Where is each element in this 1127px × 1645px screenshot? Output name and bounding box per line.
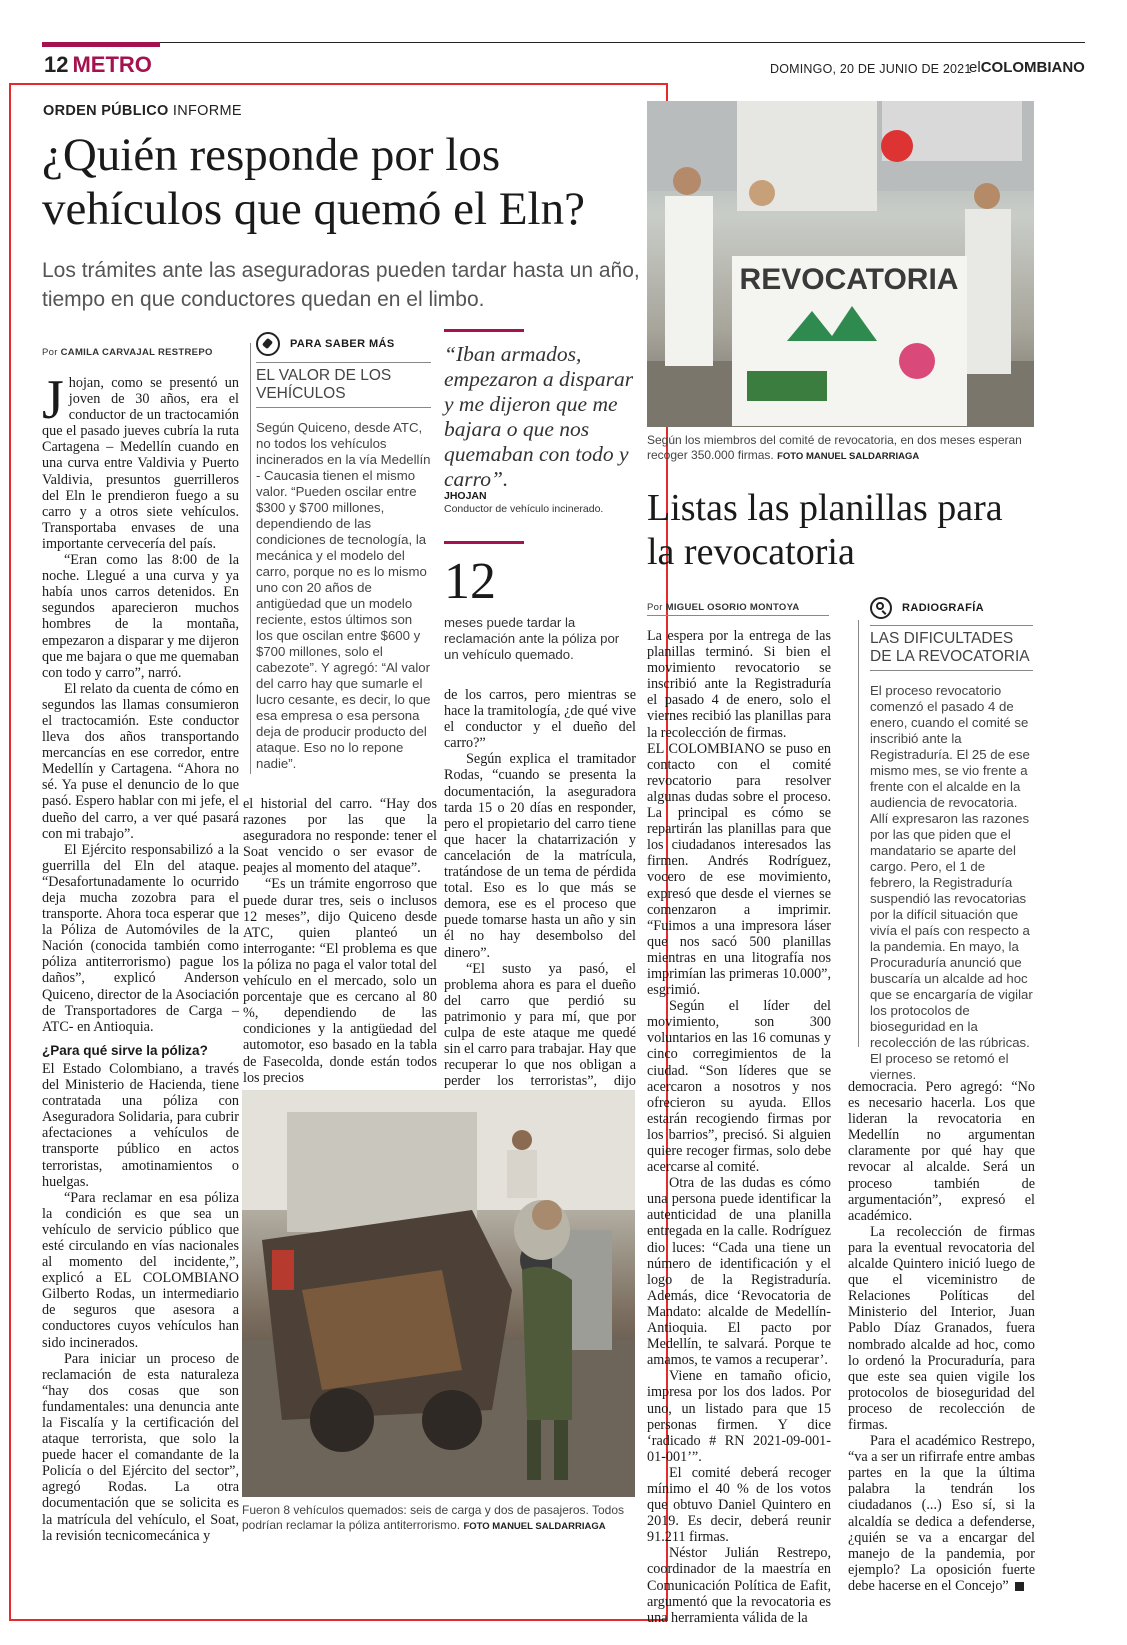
body-paragraph: El Ejército responsabilizó a la guerrilla del Eln del ataque. “Desafortunadamente lo ocurrido deja mucha zozobra para el transporte. Ahora toca esperar que la Póliza de Automóviles de la Nación (conocida también como póliza antiterrorismo) pague los daños”, explicó Anderson Quiceno, director de la Asociación de Transportadores de Carga – ATC- en Antioquia. — [42, 841, 239, 1035]
quote-role: Conductor de vehículo incinerado. — [444, 503, 604, 515]
kicker-section: ORDEN PÚBLICO — [43, 103, 169, 119]
sidebar-text — [870, 683, 1033, 1083]
caption-text: Fueron 8 vehículos quemados: seis de carga y dos de pasajeros. Todos podrían reclamar la póliza antiterrorismo. — [242, 1503, 625, 1532]
newspaper-brand — [969, 59, 1085, 76]
body-paragraph: El relato da cuenta de cómo en segundos las llamas consumieron el tractocamión. Este conductor lleva dos años transportando mercancías en ese corredor, entre Medellín y Cartagena. “Ahora no sé. Ya puse el denuncio de lo que pasó. Espero hablar con mi jefe, el dueño del carro, a ver qué pasará con mi trabajo”. — [42, 680, 239, 842]
header-rule — [42, 42, 1085, 43]
body-paragraph: EL COLOMBIANO se puso en contacto con el comité revocatorio para resolver algunas dudas sobre el proceso. La principal es cómo se repartirán las planillas para que los ciudadanos interesados las firmen. Andrés Rodríguez, vocero de ese movimiento, expresó que desde el viernes se comenzaron a imprimir. “Fuimos a una impresora láser que nos sacó 500 planillas mientras en una litografía nos imprimían las primeras 10.000”, esgrimió. — [647, 740, 832, 999]
photo-illustration — [242, 1090, 635, 1497]
credit-label: FOTO — [777, 451, 804, 462]
byline-author: CAMILA CARVAJAL RESTREPO — [60, 347, 213, 358]
credit-name: MANUEL SALDARRIAGA — [805, 451, 920, 462]
article-byline — [647, 602, 800, 613]
body-text: hojan, como se presentó un joven de 30 años, era el conductor de un tractocamión que el pasado jueves cubría la ruta Cartagena – Medellín cuando en una curva entre Valdivia y Puerto Valdivia, presuntos guerrilleros del Eln le prendieron fuego a su carro y a otros siete vehículos. Transportaba envases de una importante cervecería del país. — [42, 375, 239, 552]
sidebar-text — [256, 420, 431, 772]
body-paragraph: democracia. Pero agregó: “No es necesario hacerla. Los que lideran la revocatoria en Medellín no argumentan claramente por qué hay que revocar al alcalde. Será un proceso también de argumentación”, expresó el académico. — [848, 1079, 1035, 1224]
body-paragraph: Según el líder del movimiento, son 300 voluntarios en las 16 comunas y cinco corregimientos de la ciudad. “Son líderes que se acercaron a nosotros y nos ofrecieron su ayuda. Ellos estarán recogiendo firmas por los barrios”, precisó. Si alguien quiere recoger firmas, solo debe acercarse al comité. — [647, 998, 831, 1176]
photo-caption — [242, 1503, 635, 1534]
page-number: 12 — [44, 52, 69, 77]
article-headline: Listas las planillas para la revocatoria — [647, 487, 1003, 573]
article-headline: ¿Quién responde por los vehículos que quemó el Eln? — [42, 129, 585, 235]
body-paragraph: Para iniciar un proceso de reclamación de esta naturaleza “hay dos cosas que son fundamentales: una denuncia ante la Fiscalía y la certificación del ataque terrorista, que solo la puede hacer el comandante de la Policía o del Ejército del sector”, agregó Rodas. La otra documentación que se solicita es la matrícula del vehículo, el Soat, la revisión tecnicomecánica y — [42, 1350, 239, 1544]
sidebar-title: EL VALOR DE LOS VEHÍCULOS — [256, 362, 431, 408]
byline-author: MIGUEL OSORIO MONTOYA — [665, 602, 800, 613]
article-byline — [42, 347, 213, 358]
page-section-label — [44, 52, 152, 78]
body-paragraph: “Eran como las 8:00 de la noche. Llegué a una curva y ya había unos carros detenidos. En segundos aparecieron muchos hombres de la montaña, empezaron a disparar y me dijeron que me bajara o que me quemaban con todo y carro”, narró. — [42, 552, 239, 681]
end-mark-icon — [1015, 1582, 1024, 1591]
sidebar-box — [256, 332, 431, 772]
body-paragraph: El Estado Colombiano, a través del Ministerio de Hacienda, tiene contratada una póliza con Aseguradora Solidaria, para cubrir afectaciones a vehículos de transporte público en actos terroristas, amotinamientos o huelgas. — [42, 1060, 239, 1190]
sidebar-title: LAS DIFICULTADES DE LA REVOCATORIA — [870, 625, 1033, 671]
drop-cap: J — [42, 369, 64, 431]
body-paragraph: El comité deberá recoger mínimo el 40 % de los votos que obtuvo Daniel Quintero en 2019. Es decir, deberá reunir 91.211 firmas. — [647, 1464, 831, 1546]
sidebar-rule — [858, 620, 859, 1047]
body-paragraph: “Para reclamar en esa póliza la condición es que sea un vehículo de servicio público que esté circulando en vías nacionales al momento del incidente,”, explicó a EL COLOMBIANO Gilberto Rodas, un intermediario de seguros que asesora a conductores cuyos vehículos han sido incinerados. — [42, 1189, 239, 1351]
sidebar-paragraph: Según Quiceno, desde ATC, no todos los vehículos incinerados en la vía Medellín - Caucasia tienen el mismo valor. “Pueden oscilar entre $300 y $700 millones, dependiendo de las condiciones de tecnología, la mecánica y el modelo del carro, porque no es lo mismo uno con 20 años de antigüedad que un modelo reciente, estos últimos son los que oscilan entre $600 y $700 millones, solo el cabezote”. Y agregó: “Al valor del carro hay que sumarle el lucro cesante, es decir, lo que esa empresa o esa persona deja de producir producto del ataque. Eso no lo repone nadie”. — [256, 420, 431, 771]
article-column-5 — [848, 1079, 1035, 1594]
sidebar-label — [256, 332, 431, 356]
stat-description: meses puede tardar la reclamación ante la póliza por un vehículo quemado. — [444, 615, 620, 662]
body-paragraph: Según explica el tramitador Rodas, “cuando se presenta la documentación, la aseguradora tarda 15 o 20 días en responder, pero el propietario del carro tiene que hacer la chatarrización y cancelación de la matrícula, tratándose de un tema de pérdida total. Eso es lo que más se demora, ese es el proceso que puede tomarse hasta un año y sin él no hay desembolso del dinero”. — [444, 751, 636, 961]
sidebar-label — [870, 597, 1033, 619]
photo-caption — [647, 433, 1037, 464]
body-paragraph — [42, 369, 239, 552]
section-subhead: ¿Para qué sirve la póliza? — [42, 1042, 208, 1058]
pull-quote: “Iban armados, empezaron a disparar y me dijeron que me bajara o que nos quemaban con todo y carro”. — [444, 342, 634, 491]
body-paragraph: La espera por la entrega de las planillas terminó. Si bien el movimiento revocatorio se inscribió ante la Registraduría el pasado 4 de enero, solo el viernes recibió las planillas para la recolección de firmas. — [647, 628, 831, 741]
byline-prefix: Por — [42, 347, 58, 358]
sidebar-label-text: PARA SABER MÁS — [290, 337, 395, 350]
section-accent-bar — [42, 42, 160, 47]
edition-date: DOMINGO, 20 DE JUNIO DE 2021 — [770, 62, 972, 76]
caption-text: Según los miembros del comité de revocatoria, en dos meses esperan recoger 350.000 firmas. — [647, 433, 1022, 462]
stat-number: 12 — [444, 553, 496, 610]
body-paragraph: Otra de las dudas es cómo una persona puede identificar la autenticidad de una planilla entregada en la calle. Rodríguez dio luces: “Cada una tiene un número de identificación y el logo de la Registraduría. Además, dice ‘Revocatoria de Mandato: alcalde de Medellín-Antioquia. El pacto por Medellín, te salvará. Porque te amamos, te vamos a recuperar’. — [647, 1175, 831, 1369]
article-column-3 — [444, 687, 636, 1105]
body-paragraph: Néstor Julián Restrepo, coordinador de la maestría en Comunicación Política de Eafit, argumentó que la revocatoria es una herramienta válida de la — [647, 1545, 831, 1626]
quote-accent-bar — [444, 329, 524, 332]
article-column-2 — [243, 796, 437, 1086]
sidebar-box — [870, 597, 1033, 1083]
pin-icon — [256, 332, 280, 356]
burned-vehicle-photo — [242, 1090, 635, 1497]
credit-name: MANUEL SALDARRIAGA — [492, 1521, 606, 1532]
body-paragraph: de los carros, pero mientras se hace la tramitología, ¿de qué vive el conductor y el dueño del carro?” — [444, 687, 636, 752]
byline-rule — [647, 615, 829, 616]
section-name: METRO — [72, 52, 152, 77]
article-column-4 — [647, 628, 831, 1626]
body-text: “El susto ya pasó, el problema ahora es para el dueño del carro que perdió su patrimonio y para mí, que por culpa de este ataque me quedé sin el carro para trabajar. Hay que recuperar lo que nos obligan a perder los terroristas”, dijo — [444, 960, 636, 1090]
body-paragraph: el historial del carro. “Hay dos razones por las que la aseguradora no responde: tener el Soat vencido o ser evasor de peajes al momento del ataque”. — [243, 796, 437, 877]
body-paragraph — [848, 1433, 1035, 1594]
sidebar-label-text: RADIOGRAFÍA — [902, 601, 985, 614]
sidebar-paragraph: El proceso revocatorio comenzó el pasado 4 de enero, cuando el comité se inscribió ante la Registraduría. El 25 de ese mismo mes, se vio frente a frente con el alcalde en la audiencia de revocatoria. Allí expresaron las razones por las que piden que el mandatario se aparte del cargo. Pero, el 1 de febrero, la Registraduría suspendió las revocatorias por la difícil situación que vivía el país con respecto a la pandemia. En mayo, la Procuraduría anunció que buscaría un alcalde ad hoc que se encargaría de vigilar los protocolos de bioseguridad en la recolección de las rúbricas. El proceso se retomó el viernes. — [870, 683, 1033, 1082]
body-text: Para el académico Restrepo, “va a ser un rifirrafe entre ambas partes en la que la última palabra la tendrán los ciudadanos (...) Eso sí, si la alcaldía se dedica a defenderse, ¿quién se va a encargar del manejo de la pandemia, por ejemplo? La oposición fuerte debe hacerse en el Concejo” — [848, 1433, 1035, 1594]
credit-label: FOTO — [463, 1521, 490, 1532]
photo-illustration — [647, 101, 1034, 427]
body-paragraph: “Es un trámite engorroso que puede durar tres, seis o inclusos 12 meses”, dijo Quiceno desde ATC, quien planteó un interrogante: “El problema es que la póliza no paga el valor total del vehículo en el mercado, solo un porcentaje que es cercano al 80 %, dependiendo de las condiciones y la antigüedad del automotor, eso basado en la tabla de Fasecolda, donde están todos los precios — [243, 876, 437, 1086]
revocatoria-protest-photo — [647, 101, 1034, 427]
quote-attribution: JHOJAN — [444, 490, 487, 502]
photo-credit — [777, 451, 919, 462]
body-paragraph: Viene en tamaño oficio, impresa por los dos lados. Por uno, un listado para que 15 personas firmen. Y dice ‘radicado # RN 2021-09-001-01-001’”. — [647, 1368, 831, 1465]
article-kicker — [43, 103, 242, 119]
sidebar-rule — [250, 343, 251, 774]
body-paragraph: La recolección de firmas para la eventual revocatoria del alcalde Quintero inició luego de que el viceministro de Relaciones Políticas del Ministerio del Interior, Juan Pablo Díaz Granados, fuera nombrado alcalde ad hoc, como lo ordenó la Procuraduría, para que este sea quien vigile los protocolos de bioseguridad del proceso de recolección de firmas. — [848, 1223, 1035, 1433]
body-paragraph — [444, 961, 636, 1106]
kicker-type: INFORME — [172, 103, 242, 119]
photo-credit — [463, 1521, 605, 1532]
magnifier-icon — [870, 597, 892, 619]
banner-text: REVOCATORIA — [739, 263, 959, 296]
byline-prefix: Por — [647, 602, 663, 613]
article-deck: Los trámites ante las aseguradoras pueden tardar hasta un año, tiempo en que conductores quedan en el limbo. — [42, 259, 640, 311]
article-column-1 — [42, 369, 239, 1544]
brand-prefix: el — [969, 59, 981, 76]
brand-name: COLOMBIANO — [980, 59, 1085, 76]
stat-accent-bar — [444, 541, 524, 544]
